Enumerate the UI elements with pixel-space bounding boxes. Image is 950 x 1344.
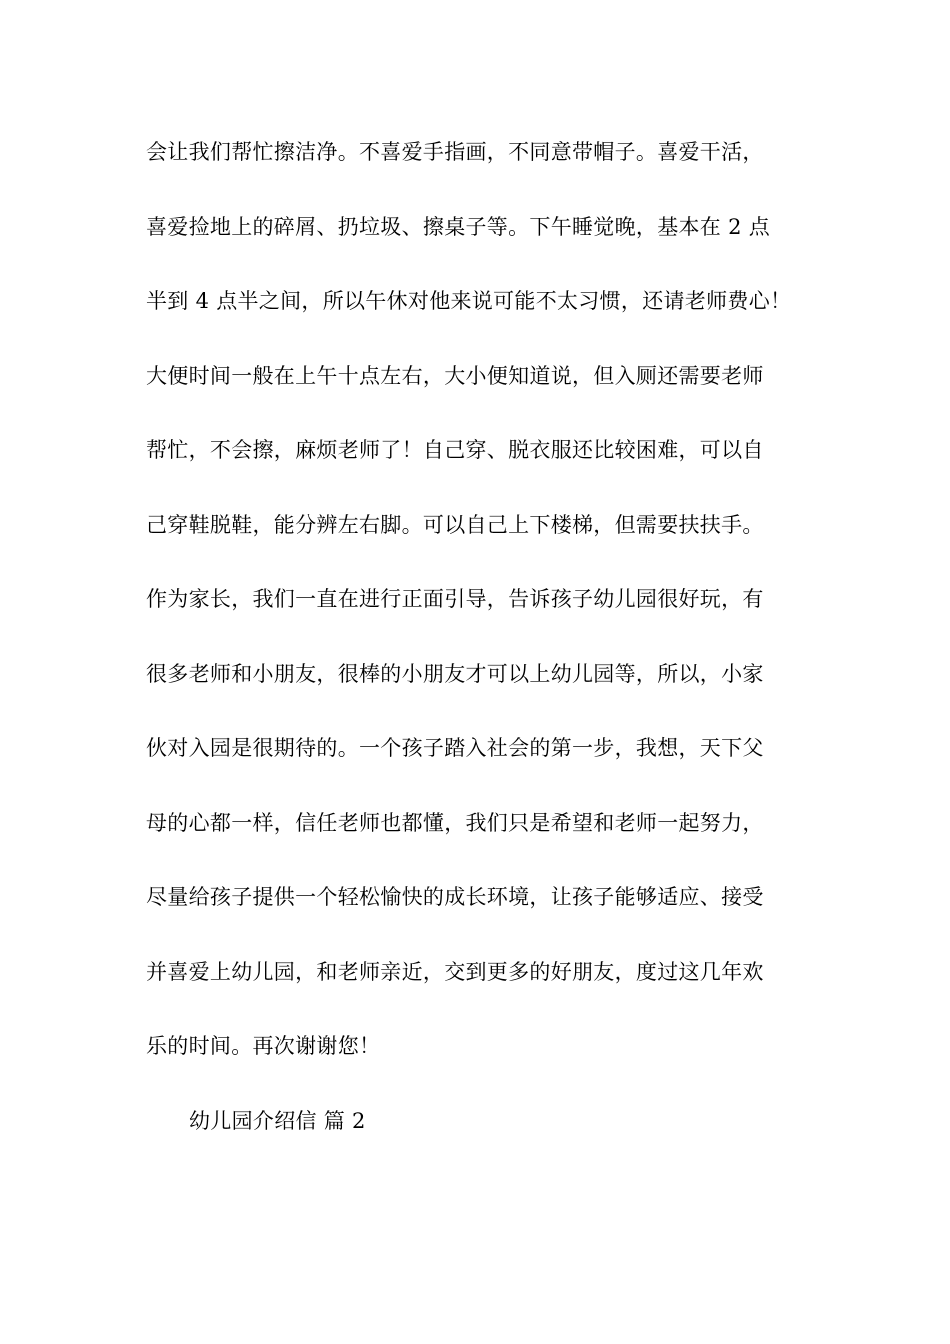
body-line: 喜爱捡地上的碎屑、扔垃圾、擦桌子等。下午睡觉晚，基本在 2 点: [146, 214, 771, 239]
section-heading: 幼儿园介绍信 篇 2: [189, 1109, 366, 1133]
body-line: 己穿鞋脱鞋，能分辨左右脚。可以自己上下楼梯，但需要扶扶手。: [146, 512, 764, 537]
body-line: 尽量给孩子提供一个轻松愉快的成长环境，让孩子能够适应、接受: [146, 885, 764, 909]
body-line: 伙对入园是很期待的。一个孩子踏入社会的第一步，我想，天下父: [146, 736, 764, 760]
body-line: 作为家长，我们一直在进行正面引导，告诉孩子幼儿园很好玩，有: [146, 587, 764, 611]
body-line: 帮忙，不会擦，麻烦老师了！自己穿、脱衣服还比较困难，可以自: [146, 438, 764, 462]
body-line: 半到 4 点半之间，所以午休对他来说可能不太习惯，还请老师费心！: [146, 289, 792, 313]
body-line: 大便时间一般在上午十点左右，大小便知道说，但入厕还需要老师: [146, 363, 764, 388]
body-line: 很多老师和小朋友，很棒的小朋友才可以上幼儿园等，所以，小家: [146, 661, 764, 686]
letter-body-text: [146, 128, 826, 1097]
body-line: 母的心都一样，信任老师也都懂，我们只是希望和老师一起努力，: [146, 810, 764, 835]
body-line: 乐的时间。再次谢谢您！: [146, 1034, 381, 1058]
body-line: 并喜爱上幼儿园，和老师亲近，交到更多的好朋友，度过这几年欢: [146, 959, 764, 984]
body-line: 会让我们帮忙擦洁净。不喜爱手指画，不同意带帽子。喜爱干活，: [146, 140, 764, 164]
